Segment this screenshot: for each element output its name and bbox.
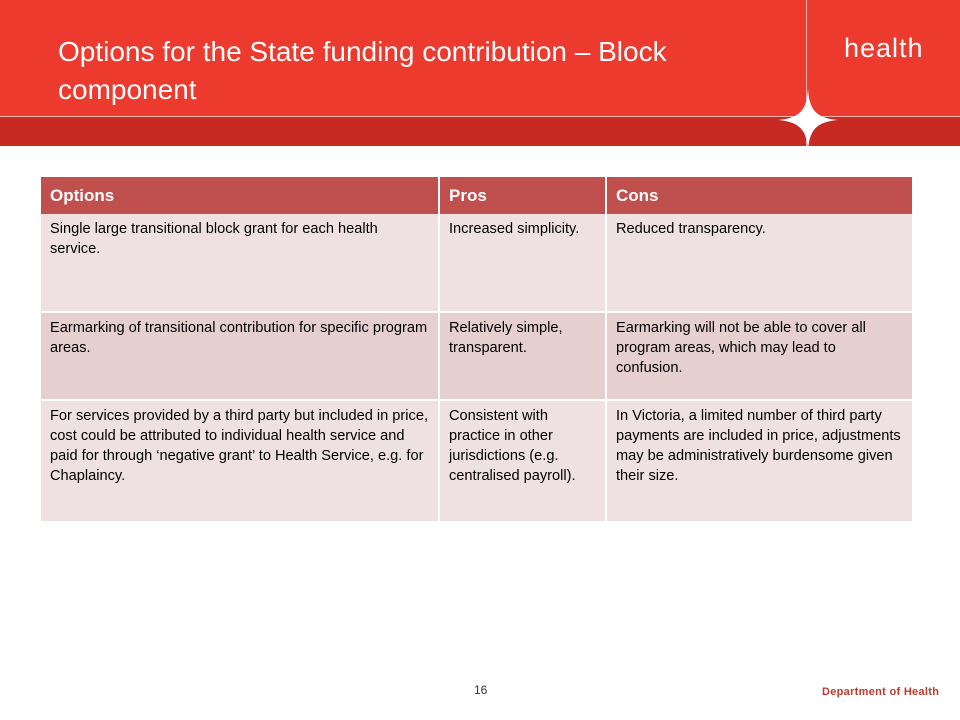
department-label: Department of Health [822,686,940,698]
cell-pros: Increased simplicity. [438,214,605,311]
cell-pros: Consistent with practice in other jurisdictions (e.g. centralised payroll). [438,399,605,521]
cell-option: For services provided by a third party but included in price, cost could be attributed to individual health service and paid for through ‘negative grant’ to Health Service, e.g. for Chaplaincy. [41,399,438,521]
cell-cons: Earmarking will not be able to cover all program areas, which may lead to confusion. [605,311,912,399]
column-header-options: Options [41,177,438,214]
table-row [41,399,912,521]
column-header-cons: Cons [605,177,912,214]
page-number: 16 [474,683,488,697]
cell-cons: In Victoria, a limited number of third party payments are included in price, adjustments may be administratively burdensome given their size. [605,399,912,521]
slide-title: Options for the State funding contribution – Block component [58,36,667,105]
column-header-pros: Pros [438,177,605,214]
cell-option: Single large transitional block grant for each health service. [41,214,438,311]
cell-option: Earmarking of transitional contribution for specific program areas. [41,311,438,399]
table-row [41,214,912,311]
options-table [41,177,912,521]
cell-pros: Relatively simple, transparent. [438,311,605,399]
sparkle-star-icon [778,88,838,152]
table-row [41,311,912,399]
brand-wordmark: health [844,33,924,63]
cell-cons: Reduced transparency. [605,214,912,311]
table-header-row [41,177,912,214]
